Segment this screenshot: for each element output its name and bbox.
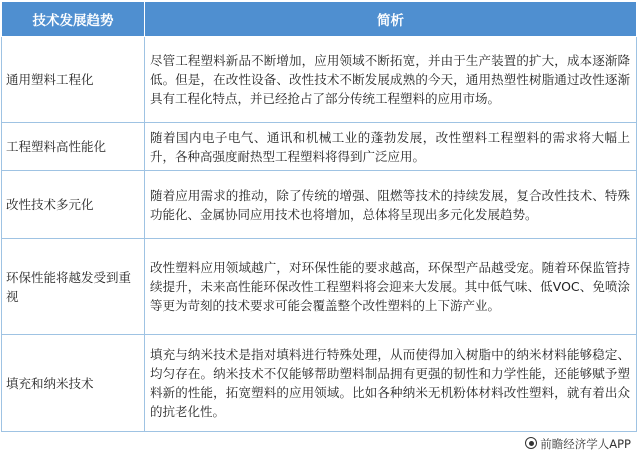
- header-analysis: 简析: [145, 2, 637, 37]
- table-row: [2, 335, 637, 432]
- trend-analysis-table: [1, 1, 637, 432]
- analysis-cell: 尽管工程塑料新品不断增加，应用领域不断拓宽，并由于生产装置的扩大，成本逐渐降低。但是，在改性设备、改性技术不断发展成熟的今天，通用热塑性树脂通过改性逐渐具有工程化特点，并已经抢占了部分传统工程塑料的应用市场。: [145, 37, 637, 123]
- trend-cell: 通用塑料工程化: [2, 37, 145, 123]
- table-row: [2, 37, 637, 123]
- header-trend: 技术发展趋势: [2, 2, 145, 37]
- table-row: [2, 123, 637, 171]
- table-row: [2, 239, 637, 335]
- trend-cell: 填充和纳米技术: [2, 335, 145, 432]
- analysis-cell: 改性塑料应用领域越广，对环保性能的要求越高，环保型产品越受宠。随着环保监管持续提升，未来高性能环保改性工程塑料将会迎来大发展。其中低气味、低VOC、免喷涂等更为苛刻的技术要求可能会覆盖整个改性塑料的上下游产业。: [145, 239, 637, 335]
- trend-cell: 改性技术多元化: [2, 171, 145, 239]
- at-sign-icon: [525, 437, 537, 449]
- analysis-cell: 填充与纳米技术是指对填料进行特殊处理，从而使得加入树脂中的纳米材料能够稳定、均匀存在。纳米技术不仅能够帮助塑料制品拥有更强的韧性和力学性能，还能够赋予塑料新的性能，拓宽塑料的应用领域。比如各种纳米无机粉体材料改性塑料，就有着出众的抗老化性。: [145, 335, 637, 432]
- source-attribution: [525, 436, 631, 452]
- analysis-cell: 随着国内电子电气、通讯和机械工业的蓬勃发展，改性塑料工程塑料的需求将大幅上升，各种高强度耐热型工程塑料将得到广泛应用。: [145, 123, 637, 171]
- trend-cell: 环保性能将越发受到重视: [2, 239, 145, 335]
- analysis-cell: 随着应用需求的推动，除了传统的增强、阻燃等技术的持续发展，复合改性技术、特殊功能化、金属协同应用技术也将增加，总体将呈现出多元化发展趋势。: [145, 171, 637, 239]
- source-text: 前瞻经济学人APP: [540, 437, 631, 451]
- table-row: [2, 171, 637, 239]
- trend-cell: 工程塑料高性能化: [2, 123, 145, 171]
- table-header-row: [2, 2, 637, 37]
